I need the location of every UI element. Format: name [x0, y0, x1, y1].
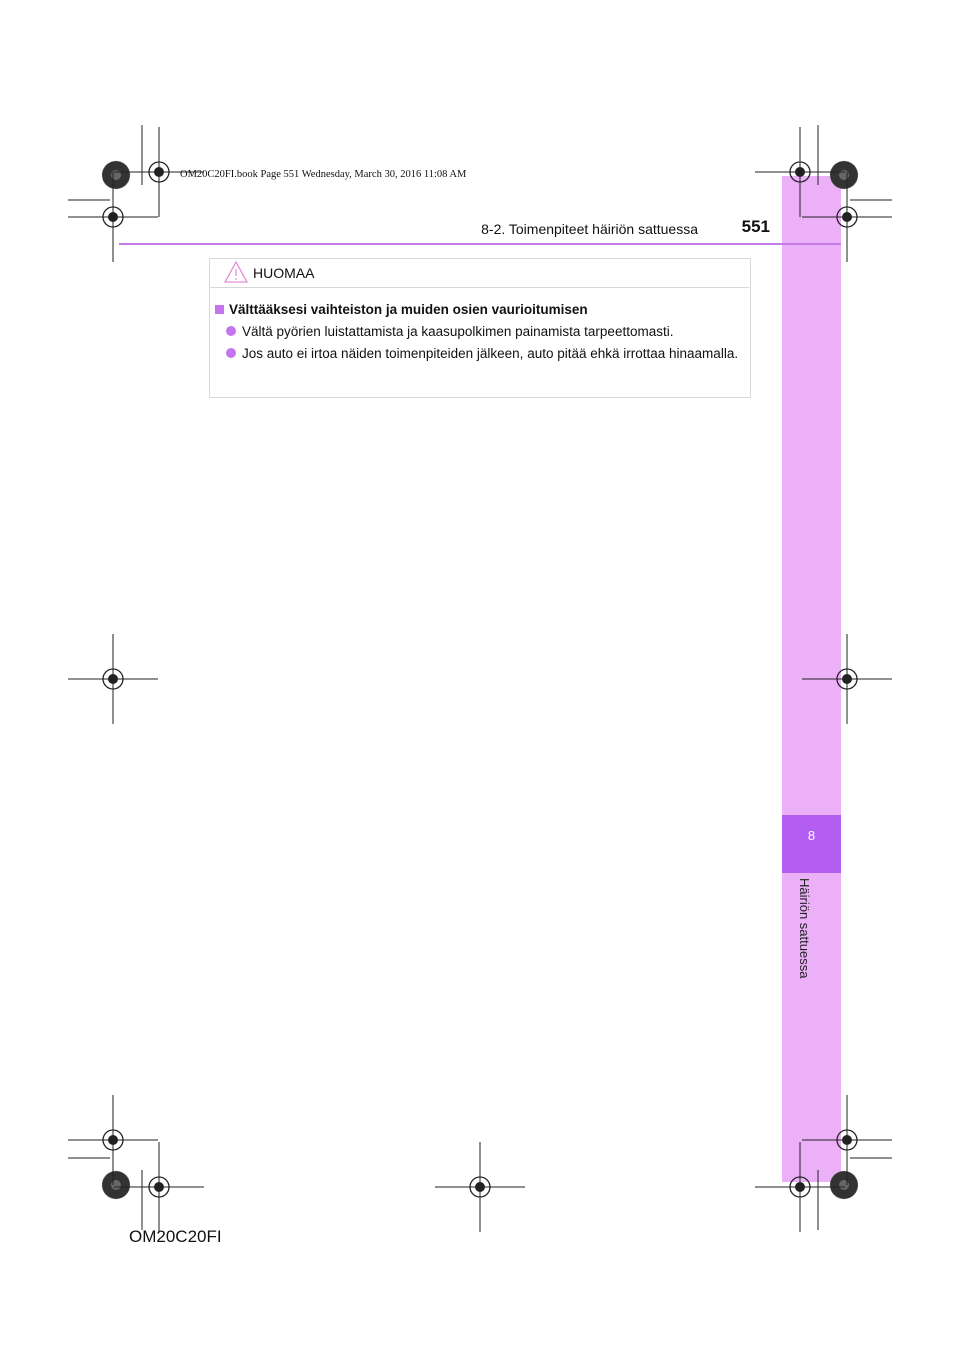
list-item-text: Jos auto ei irtoa näiden toimenpiteiden jälkeen, auto pitää ehkä irrottaa hinaamalla. [242, 346, 739, 361]
chapter-title: Häiriön sattuessa [797, 878, 812, 979]
book-stamp: OM20C20FI.book Page 551 Wednesday, March 30, 2016 11:08 AM [180, 169, 467, 180]
notice-heading-text: Välttääksesi vaihteiston ja muiden osien vaurioitumisen [229, 302, 588, 317]
notice-label: HUOMAA [253, 265, 315, 281]
section-title: 8-2. Toimenpiteet häiriön sattuessa [481, 221, 698, 237]
chapter-number: 8 [807, 828, 816, 843]
list-item-text: Vältä pyörien luistattamista ja kaasupolkimen painamista tarpeettomasti. [242, 324, 674, 339]
page-number: 551 [741, 217, 770, 236]
footer-code: OM20C20FI [129, 1227, 222, 1246]
